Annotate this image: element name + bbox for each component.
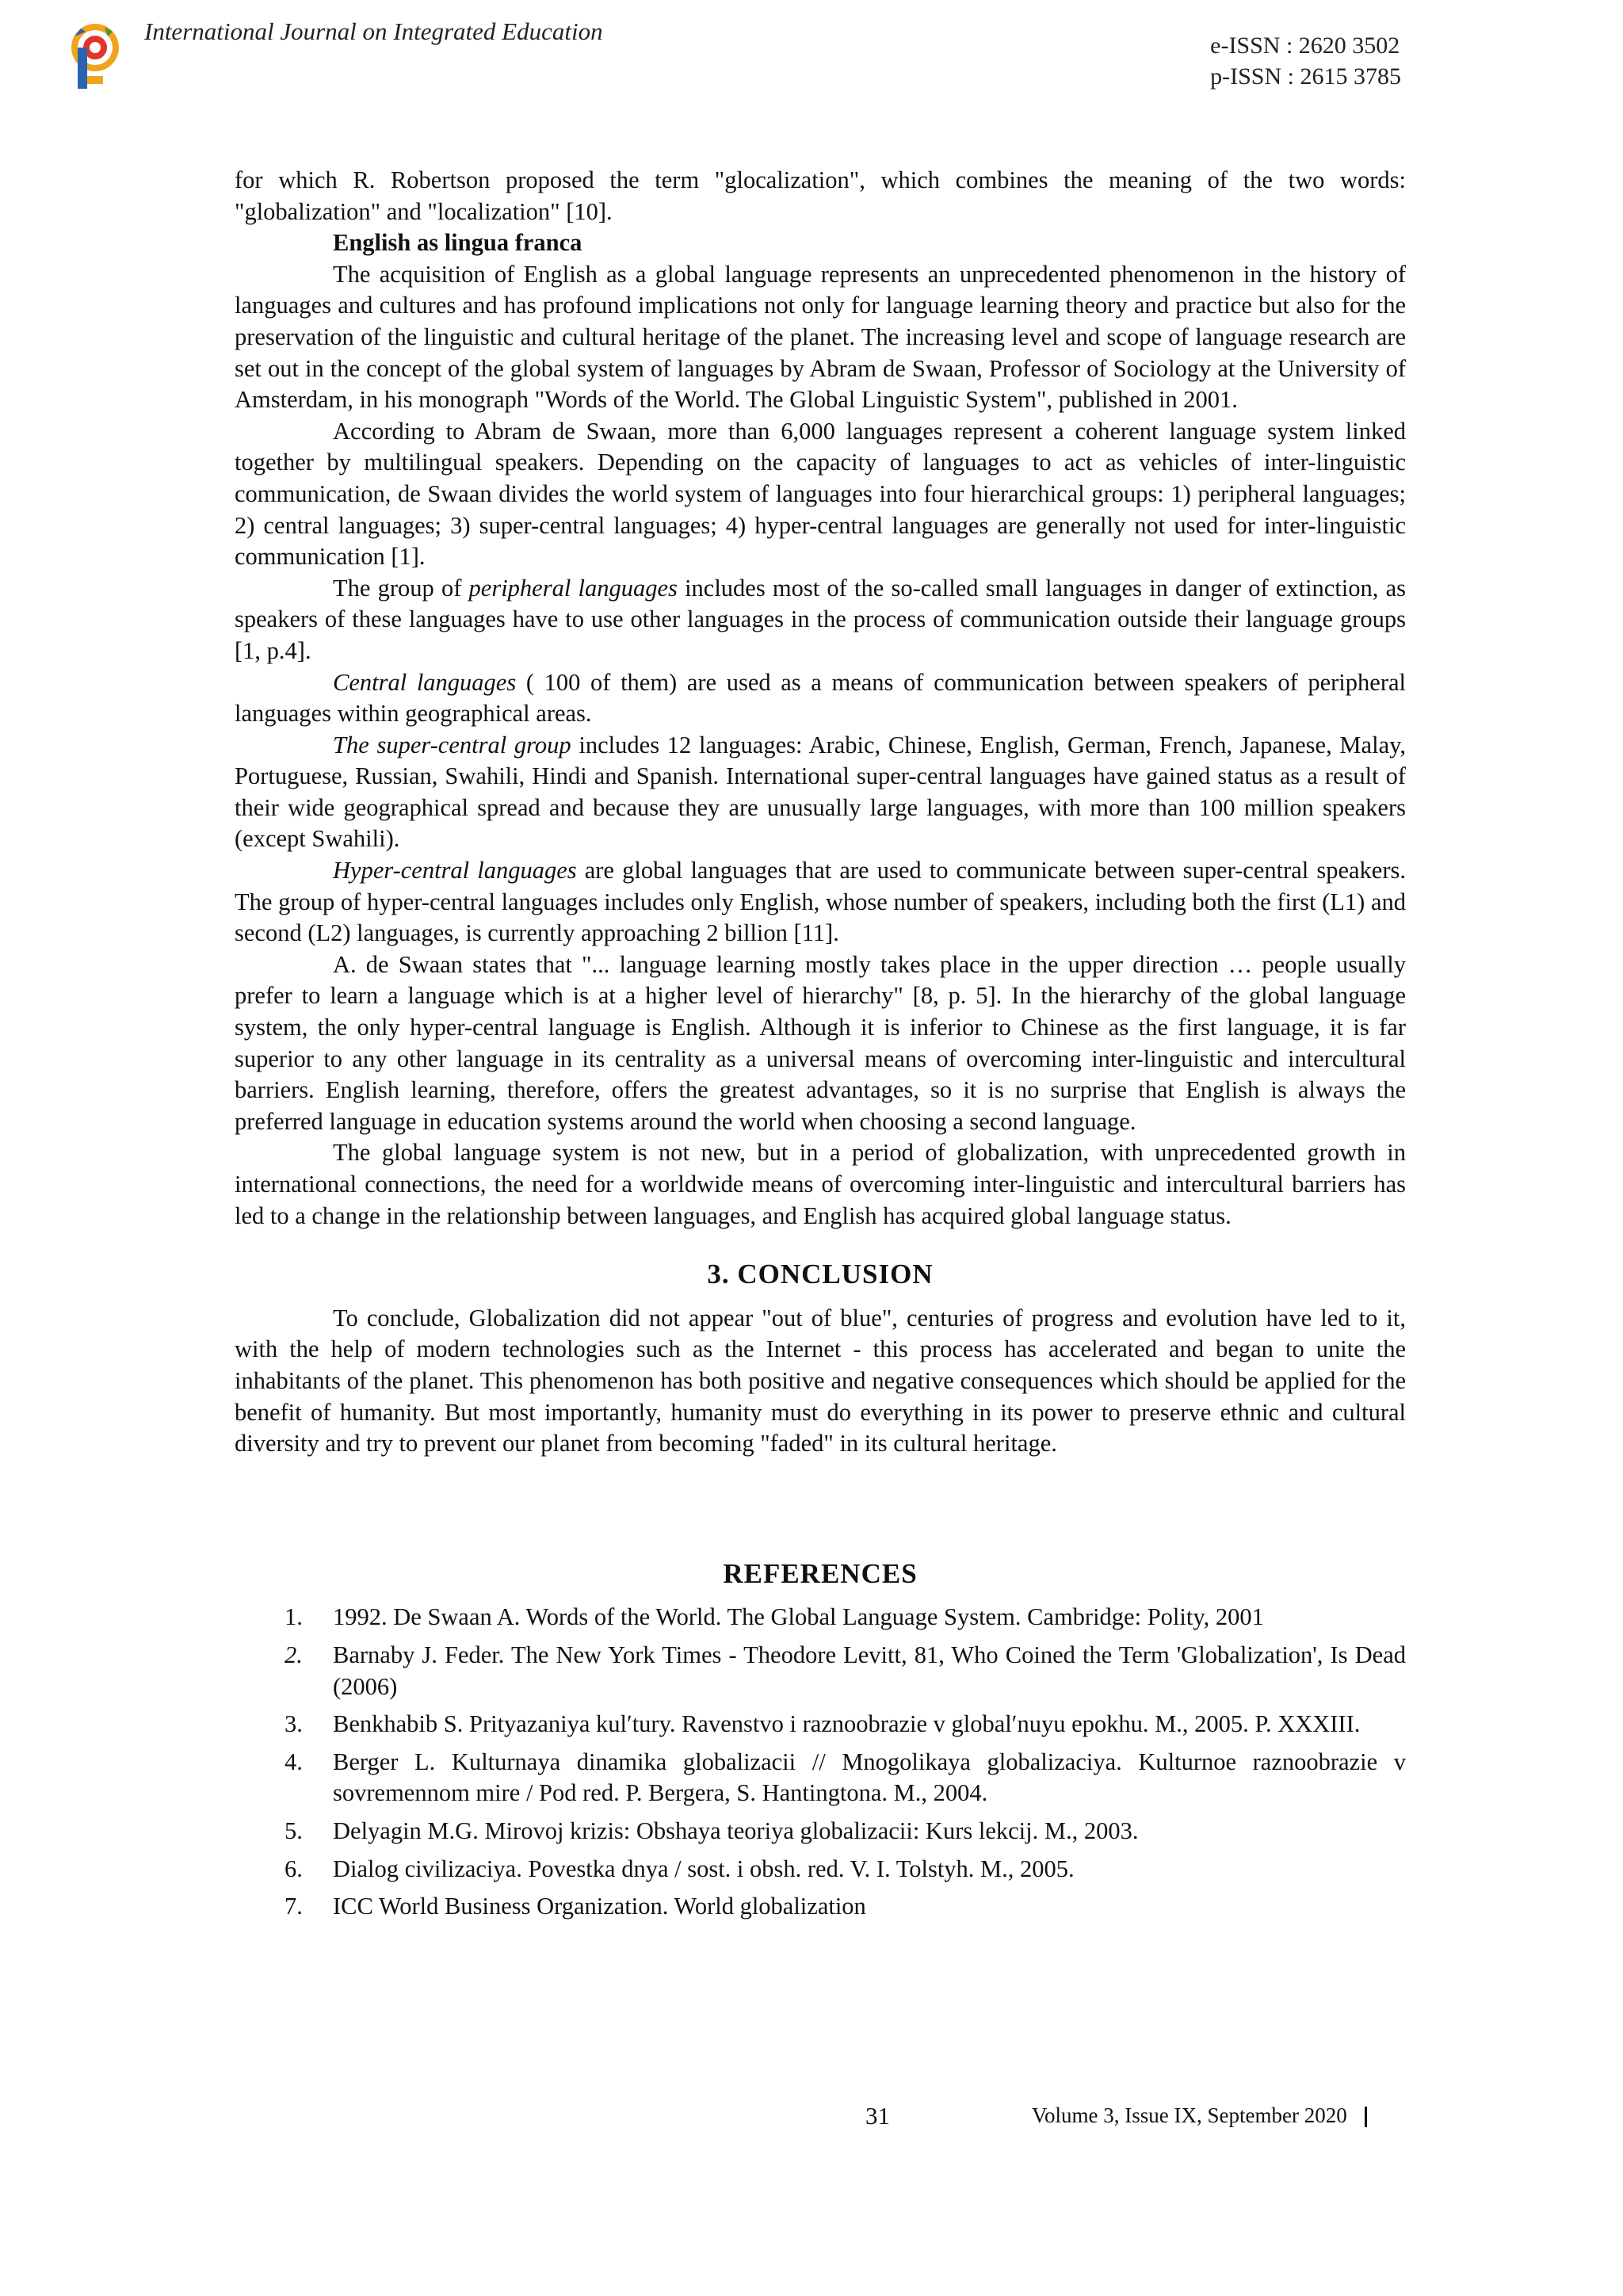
reference-number: 6. xyxy=(285,1855,303,1882)
text-run: includes 12 languages: Arabic, Chinese, English, German, French, Japanese, Malay, Portuguese, Russian, Swahili, Hindi and Spanish. International super-central languages have gained status as a result of their wide geographical spread and because they are unusually large languages, with more than 100 million speakers (except Swahili). xyxy=(235,731,1406,853)
reference-number: 2. xyxy=(285,1641,303,1668)
reference-item xyxy=(235,1709,1406,1740)
page-number: 31 xyxy=(865,2102,890,2130)
emphasis: Central languages xyxy=(333,668,517,696)
text-run: The group of xyxy=(333,574,469,602)
paragraph xyxy=(235,573,1406,667)
reference-text: Delyagin M.G. Mirovoj krizis: Obshaya teoriya globalizacii: Kurs lekcij. M., 2003. xyxy=(333,1817,1139,1844)
journal-logo-icon xyxy=(67,21,124,92)
paragraph: A. de Swaan states that "... language learning mostly takes place in the upper direction … people usually prefer to learn a language which is at a higher level of hierarchy" [8, p. 5]. In the hierarchy of the global language system, the only hyper-central language is English. Although it is inferior to Chinese as the first language, it is far superior to any other language in its centrality as a universal means of overcoming inter-linguistic and intercultural barriers. English learning, therefore, offers the greatest advantages, so it is no surprise that English is always the preferred language in education systems around the world when choosing a second language. xyxy=(235,950,1406,1135)
reference-number: 5. xyxy=(285,1817,303,1844)
reference-item xyxy=(235,1602,1406,1633)
emphasis: The super-central group xyxy=(333,731,571,758)
reference-item xyxy=(235,1854,1406,1885)
issn-block xyxy=(1210,30,1401,92)
conclusion-paragraph: To conclude, Globalization did not appear "out of blue", centuries of progress and evolution have led to it, with the help of modern technologies such as the Internet - this process has accelerated and began to unite the inhabitants of the planet. This phenomenon has both positive and negative consequences which should be applied for the benefit of humanity. But most importantly, humanity must do everything in its power to preserve ethnic and cultural diversity and try to prevent our planet from becoming "faded" in its cultural heritage. xyxy=(235,1304,1406,1457)
reference-number: 1. xyxy=(285,1603,303,1631)
text-run: are global languages that are used to communicate between super-central speakers. The group of hyper-central languages includes only English, whose number of speakers, including both the first (L1) and second (L2) languages, is currently approaching 2 billion [11]. xyxy=(235,857,1406,947)
references-list xyxy=(235,1602,1406,1922)
paragraph: for which R. Robertson proposed the term "glocalization", which combines the meaning of the two words: "globalization" and "localization" [10]. xyxy=(235,166,1406,225)
eissn: e-ISSN : 2620 3502 xyxy=(1210,32,1400,59)
text-run: ( 100 of them) are used as a means of communication between speakers of peripheral languages within geographical areas. xyxy=(235,668,1406,728)
emphasis: Hyper-central languages xyxy=(333,857,577,884)
reference-text: 1992. De Swaan A. Words of the World. The Global Language System. Cambridge: Polity, 2001 xyxy=(333,1603,1264,1631)
page-footer xyxy=(0,2102,1623,2134)
reference-item xyxy=(235,1747,1406,1809)
paragraph xyxy=(235,855,1406,949)
reference-item xyxy=(235,1816,1406,1847)
journal-title: International Journal on Integrated Education xyxy=(144,17,603,45)
paragraph xyxy=(235,667,1406,730)
reference-item xyxy=(235,1640,1406,1702)
paragraph xyxy=(235,730,1406,855)
volume-info: Volume 3, Issue IX, September 2020 xyxy=(1032,2103,1347,2127)
pissn: p-ISSN : 2615 3785 xyxy=(1210,63,1401,90)
reference-text: ICC World Business Organization. World globalization xyxy=(333,1893,866,1920)
emphasis: peripheral languages xyxy=(468,574,678,602)
section-subheading: English as lingua franca xyxy=(333,229,582,257)
paragraph: According to Abram de Swaan, more than 6,000 languages represent a coherent language system linked together by multilingual speakers. Depending on the capacity of languages to act as vehicles of inter-linguistic communication, de Swaan divides the world system of languages into four hierarchical groups: 1) peripheral languages; 2) central languages; 3) super-central languages; 4) hyper-central languages are generally not used for inter-linguistic communication [1]. xyxy=(235,417,1406,571)
paragraph: The global language system is not new, but in a period of globalization, with unprecedented growth in international connections, the need for a worldwide means of overcoming inter-linguistic and intercultural barriers has led to a change in the relationship between languages, and English has acquired global language status. xyxy=(235,1139,1406,1229)
reference-text: Benkhabib S. Prityazaniya kulʹtury. Ravenstvo i raznoobrazie v globalʹnuyu epokhu. M., 2005. P. XXXIII. xyxy=(333,1710,1361,1738)
references-heading: REFERENCES xyxy=(723,1557,918,1589)
paragraph: The acquisition of English as a global language represents an unprecedented phenomenon in the history of languages and cultures and has profound implications not only for language learning theory and practice but also for the preservation of the linguistic and cultural heritage of the planet. The increasing level and scope of language research are set out in the concept of the global system of languages by Abram de Swaan, Professor of Sociology at the University of Amsterdam, in his monograph "Words of the World. The Global Linguistic System", published in 2001. xyxy=(235,260,1406,414)
reference-text: Berger L. Kulturnaya dinamika globalizacii // Mnogolikaya globalizaciya. Kulturnoe raznoobrazie v sovremennom mire / Pod red. P. Bergera, S. Hantingtona. M., 2004. xyxy=(333,1748,1406,1807)
reference-number: 4. xyxy=(285,1748,303,1775)
reference-item xyxy=(235,1891,1406,1923)
reference-number: 3. xyxy=(285,1710,303,1738)
text-run: includes most of the so-called small languages in danger of extinction, as speakers of these languages have to use other languages in the process of communication outside their language groups [1, p.4]. xyxy=(235,574,1406,664)
reference-number: 7. xyxy=(285,1893,303,1920)
reference-text: Dialog civilizaciya. Povestka dnya / sost. i obsh. red. V. I. Tolstyh. M., 2005. xyxy=(333,1855,1075,1882)
page-header xyxy=(0,0,1623,103)
article-body xyxy=(235,165,1406,1929)
conclusion-heading: 3. CONCLUSION xyxy=(707,1259,934,1290)
reference-text: Barnaby J. Feder. The New York Times - Theodore Levitt, 81, Who Coined the Term 'Globalization', Is Dead (2006) xyxy=(333,1641,1406,1700)
footer-divider xyxy=(1365,2107,1367,2127)
